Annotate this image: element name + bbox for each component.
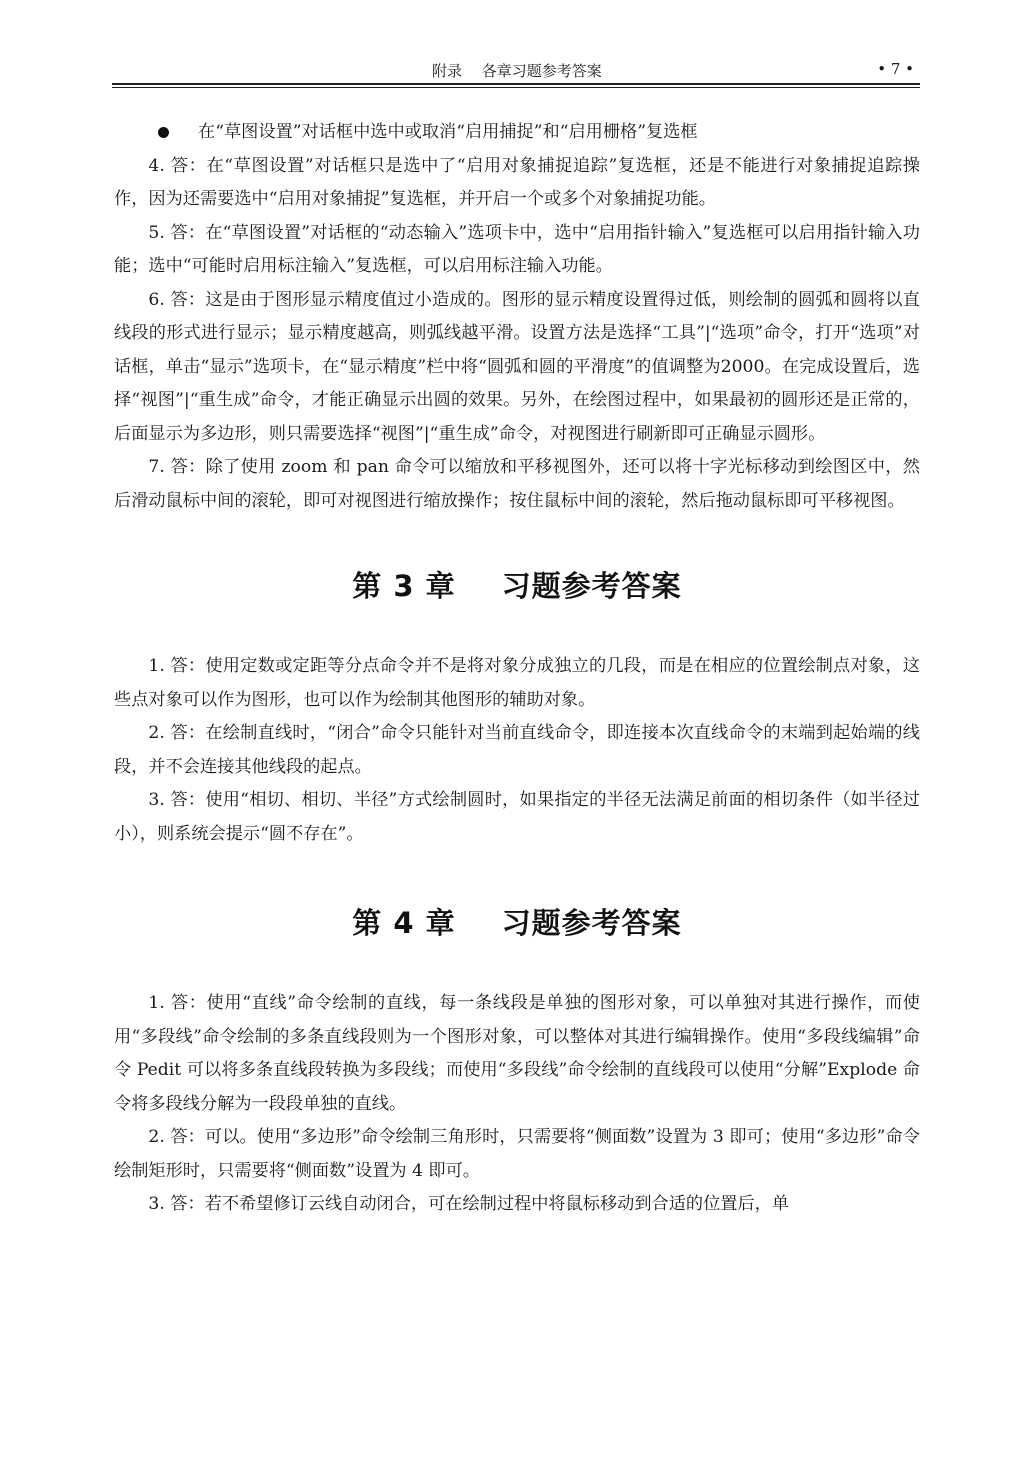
header-rule-thin (112, 87, 920, 88)
chapter-3-number: 第 3 章 (352, 569, 456, 603)
header-rule-thick (112, 83, 920, 85)
chapter-4-number: 第 4 章 (352, 906, 456, 940)
running-header (112, 58, 920, 82)
answer-paragraph: 3. 答：若不希望修订云线自动闭合，可在绘制过程中将鼠标移动到合适的位置后，单 (148, 1194, 790, 1214)
answer-paragraph: 3. 答：使用“相切、相切、半径”方式绘制圆时，如果指定的半径无法满足前面的相切条件（如半径过小），则系统会提示“圆不存在”。 (114, 790, 920, 844)
page-number: • 7 • (877, 60, 914, 78)
chapter-3-heading (114, 564, 920, 605)
answer-paragraph: 4. 答：在“草图设置”对话框只是选中了“启用对象捕捉追踪”复选框，还是不能进行对象捕捉追踪操作，因为还需要选中“启用对象捕捉”复选框，并开启一个或多个对象捕捉功能。 (114, 155, 920, 209)
chapter-3-title: 习题参考答案 (501, 569, 682, 603)
bullet-dot-icon (158, 127, 169, 138)
header-title: 附录 各章习题参考答案 (432, 62, 602, 80)
chapter-4-title: 习题参考答案 (501, 906, 682, 940)
answer-paragraph: 1. 答：使用定数或定距等分点命令并不是将对象分成独立的几段，而是在相应的位置绘制点对象，这些点对象可以作为图形，也可以作为绘制其他图形的辅助对象。 (114, 656, 920, 710)
answer-paragraph: 2. 答：可以。使用“多边形”命令绘制三角形时，只需要将“侧面数”设置为 3 即可；使用“多边形”命令绘制矩形时，只需要将“侧面数”设置为 4 即可。 (114, 1127, 920, 1181)
answer-paragraph: 5. 答：在“草图设置”对话框的“动态输入”选项卡中，选中“启用指针输入”复选框可以启用指针输入功能；选中“可能时启用标注输入”复选框，可以启用标注输入功能。 (114, 222, 920, 276)
bullet-text: 在“草图设置”对话框中选中或取消“启用捕捉”和“启用栅格”复选框 (198, 122, 698, 142)
answer-paragraph: 6. 答：这是由于图形显示精度值过小造成的。图形的显示精度设置得过低，则绘制的圆弧和圆将以直线段的形式进行显示；显示精度越高，则弧线越平滑。设置方法是选择“工具”|“选项”命令，打开“选项”对话框，单击“显示”选项卡，在“显示精度”栏中将“圆弧和圆的平滑度”的值调整为2000。在完成设置后，选择“视图”|“重生成”命令，才能正确显示出圆的效果。另外，在绘图过程中，如果最初的圆形还是正常的，后面显示为多边形，则只需要选择“视图”|“重生成”命令，对视图进行刷新即可正确显示圆形。 (114, 289, 920, 444)
answer-paragraph: 1. 答：使用“直线”命令绘制的直线，每一条线段是单独的图形对象，可以单独对其进行操作，而使用“多段线”命令绘制的多条直线段则为一个图形对象，可以整体对其进行编辑操作。使用“多段线编辑”命令 Pedit 可以将多条直线段转换为多段线；而使用“多段线”命令绘制的直线段可以使用“分解”Explode 命令将多段线分解为一段段单独的直线。 (114, 993, 920, 1114)
chapter-4-heading (114, 901, 920, 942)
page-body (114, 116, 920, 1222)
answer-paragraph: 2. 答：在绘制直线时，“闭合”命令只能针对当前直线命令，即连接本次直线命令的末端到起始端的线段，并不会连接其他线段的起点。 (114, 723, 920, 777)
bullet-item (114, 116, 920, 150)
answer-paragraph: 7. 答：除了使用 zoom 和 pan 命令可以缩放和平移视图外，还可以将十字光标移动到绘图区中，然后滑动鼠标中间的滚轮，即可对视图进行缩放操作；按住鼠标中间的滚轮，然后拖动鼠标即可平移视图。 (114, 457, 920, 511)
